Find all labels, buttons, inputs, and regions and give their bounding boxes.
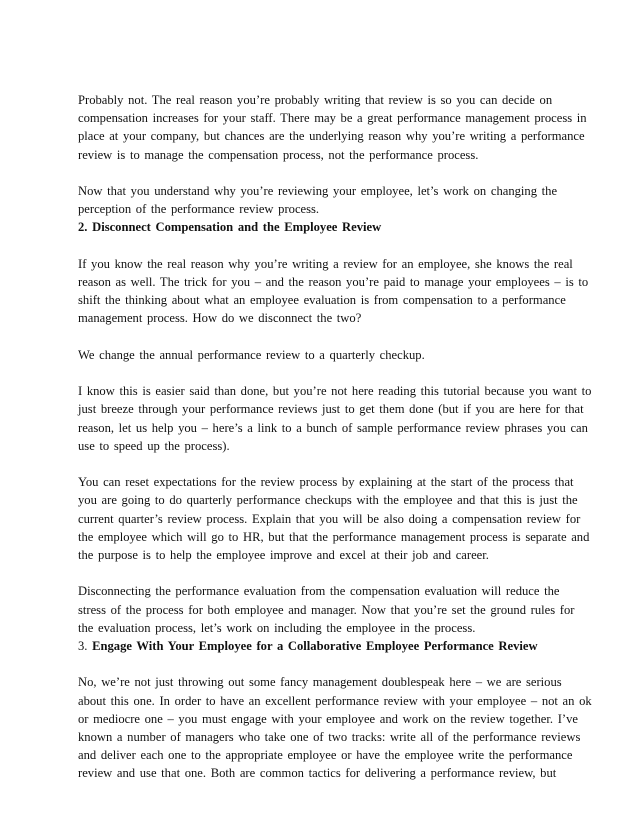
paragraph-quarterly-checkup	[78, 346, 568, 364]
paragraph-changing-perception	[78, 182, 568, 218]
text-line: Disconnecting the performance evaluation from the compensation evaluation will reduce the	[78, 584, 560, 599]
heading-text	[78, 637, 568, 655]
text-line: management process. How do we disconnect the two?	[78, 311, 362, 326]
heading-text: 2. Disconnect Compensation and the Employee Review	[78, 220, 382, 235]
text-line: review is to manage the compensation process, not the performance process.	[78, 147, 479, 162]
text-line: about this one. In order to have an excellent performance review with your employee – not an ok	[78, 693, 592, 708]
paragraph-doublespeak	[78, 673, 592, 782]
text-line: current quarter’s review process. Explain that you will be also doing a compensation review for	[78, 511, 581, 526]
text-line: place at your company, but chances are the underlying reason why you’re writing a performance	[78, 129, 585, 144]
text-line: Now that you understand why you’re reviewing your employee, let’s work on changing the	[78, 184, 558, 198]
text-line: compensation increases for your staff. There may be a great performance management process in	[78, 111, 587, 126]
section-heading-3	[78, 637, 568, 655]
heading-number: 3.	[78, 639, 93, 653]
text-line: you are going to do quarterly performance checkups with the employee and that this is just the	[78, 493, 578, 508]
text-line: I know this is easier said than done, but you’re not here reading this tutorial because you want to	[78, 384, 592, 399]
section-heading-2	[78, 218, 568, 236]
text-line: stress of the process for both employee and manager. Now that you’re set the ground rules for	[78, 602, 575, 617]
text-line: the purpose is to help the employee improve and excel at their job and career.	[78, 548, 489, 562]
paragraph-compensation-reason	[78, 91, 587, 164]
text-line: No, we’re not just throwing out some fancy management doublespeak here – we are serious	[78, 675, 562, 690]
text-line: just breeze through your performance reviews just to get them done (but if you are here for that	[78, 402, 584, 417]
text-line: reason as well. The trick for you – and the reason you’re paid to manage your employees – is to	[78, 275, 589, 289]
text-line: reason, let us help you – here’s a link to a bunch of sample performance review phrases you can	[78, 420, 588, 435]
text-line: If you know the real reason why you’re writing a review for an employee, she knows the real	[78, 256, 573, 271]
text-line: the employee which will go to HR, but that the performance management process is separate and	[78, 529, 590, 544]
text-line: Probably not. The real reason you’re probably writing that review is so you can decide on	[78, 93, 553, 107]
text-line: review and use that one. Both are common tactics for delivering a performance review, but	[78, 766, 557, 781]
text-line: perception of the performance review process.	[78, 202, 320, 217]
paragraph-reset-expectations	[78, 473, 590, 564]
text-line: known a number of managers who take one of two tracks: write all of the performance reviews	[78, 730, 581, 744]
text-line: You can reset expectations for the review process by explaining at the start of the process that	[78, 475, 574, 490]
text-line: We change the annual performance review to a quarterly checkup.	[78, 347, 425, 362]
paragraph-easier-said	[78, 382, 592, 455]
text-line: use to speed up the process).	[78, 438, 230, 453]
document-body	[78, 91, 592, 783]
heading-title: Engage With Your Employee for a Collaborative Employee Performance Review	[92, 639, 538, 653]
paragraph-disconnecting	[78, 582, 575, 637]
text-line: or mediocre one – you must engage with your employee and work on the review together. I’ve	[78, 711, 578, 726]
paragraph-real-reason	[78, 255, 589, 328]
text-line: the evaluation process, let’s work on including the employee in the process.	[78, 620, 476, 635]
text-line: shift the thinking about what an employee evaluation is from compensation to a performance	[78, 293, 566, 308]
text-line: and deliver each one to the appropriate employee or have the employee write the performance	[78, 748, 573, 763]
